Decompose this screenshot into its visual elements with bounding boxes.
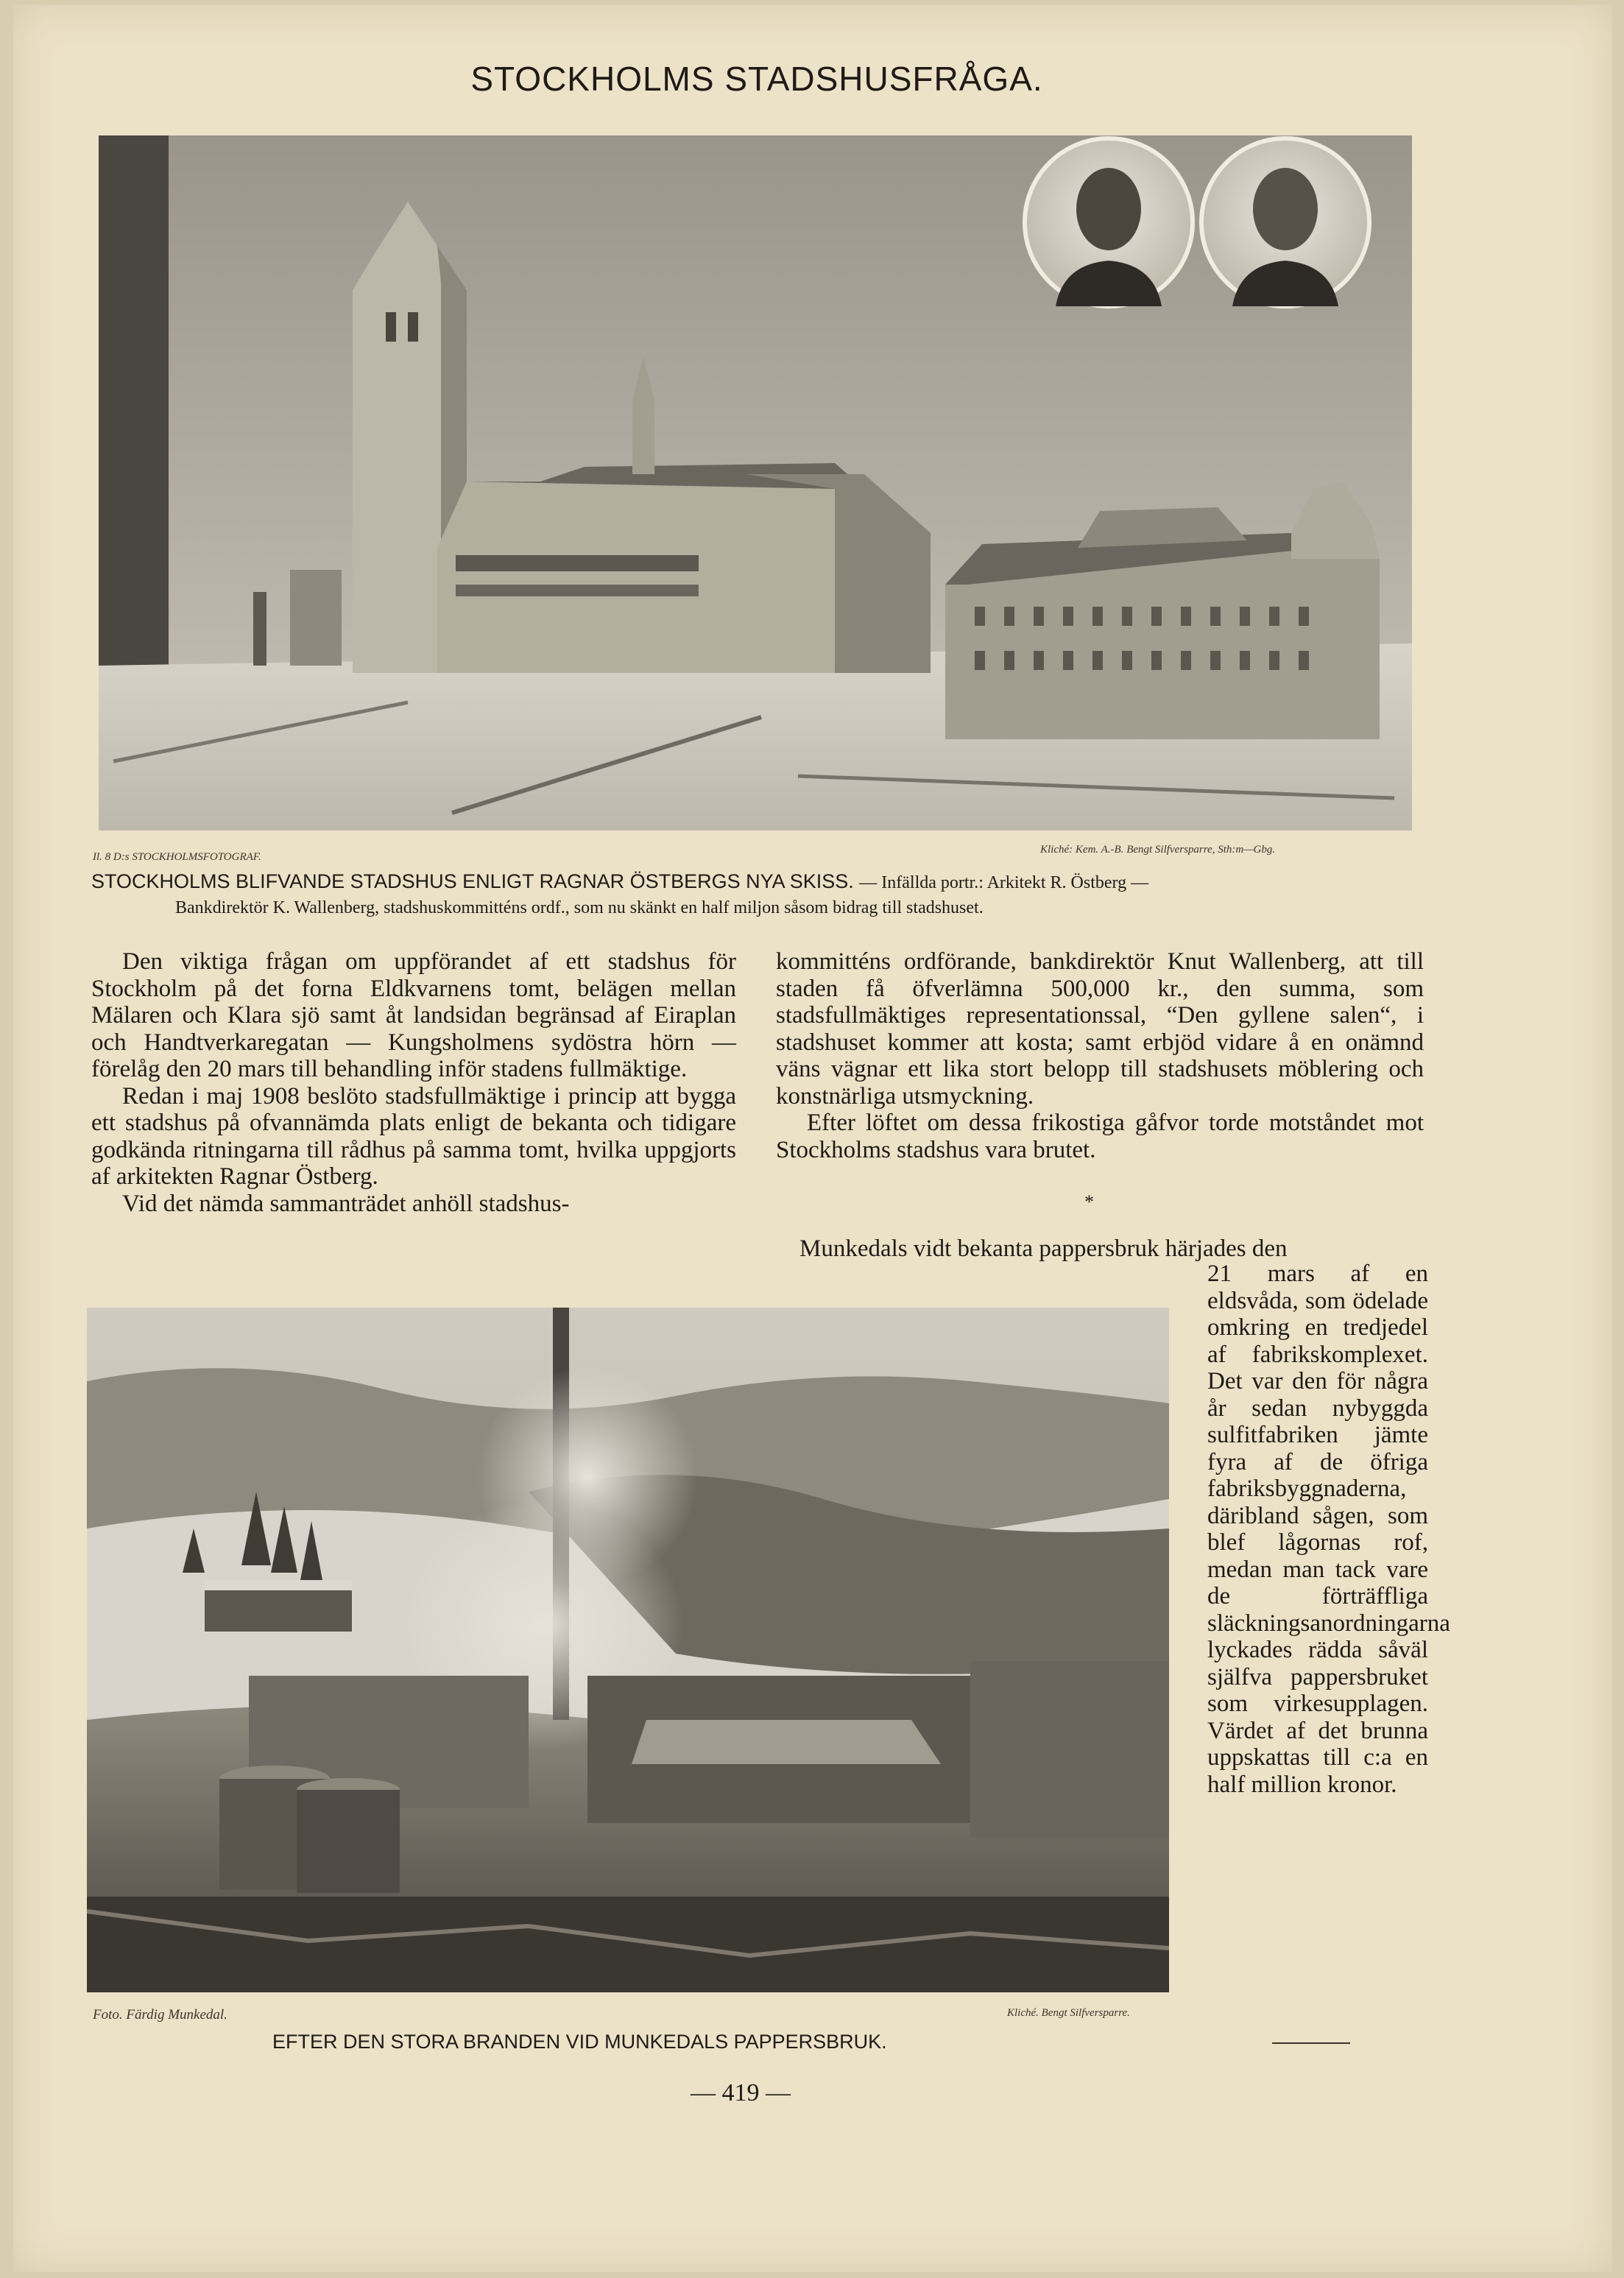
photo2-credit-right: Kliché. Bengt Silfversparre. <box>1007 2007 1130 2019</box>
munkedal-fire-photo <box>87 1308 1169 1992</box>
stadshus-model-photo <box>99 135 1412 831</box>
page-title: STOCKHOLMS STADSHUSFRÅGA. <box>470 60 1043 98</box>
photo2-caption: EFTER DEN STORA BRANDEN VID MUNKEDALS PAPPERSBRUK. <box>272 2031 887 2053</box>
photo2-credit-left: Foto. Färdig Munkedal. <box>93 2007 227 2023</box>
photo1-credit-left: Il. 8 D:s STOCKHOLMSFOTOGRAF. <box>93 851 261 863</box>
page-number: — 419 — <box>691 2079 791 2106</box>
page <box>13 4 1612 2272</box>
photo1-caption-caps: STOCKHOLMS BLIFVANDE STADSHUS ENLIGT RAGNAR ÖSTBERGS NYA SKISS. <box>91 870 854 892</box>
section-separator: * <box>1084 1191 1094 1213</box>
article-paragraph: Den viktiga frågan om uppförandet af ett stadshus för Stockholm på det forna Eldkvarnens tomt, belägen mellan Mälaren och Klara sjö samt åt landsidan begränsad af Eiraplan och Handtverkaregatan — Kungsholmens sydöstra hörn — förelåg den 20 mars till behandling inför stadens fullmäktige. <box>91 948 736 1082</box>
photo1-caption-line2: Bankdirektör K. Wallenberg, stadshuskommitténs ordf., som nu skänkt en half miljon såsom bidrag till stadshuset. <box>175 898 984 917</box>
munkedal-narrow-column: 21 mars af en eldsvåda, som ödelade omkring en tredjedel af fabrikskomplexet. Det var den för några år sedan nybyggda sulfitfabriken jämte fyra af de öfriga fabriksbyggnaderna, däribland sågen, som blef lågornas rof, medan man tack vare de förträffliga släckningsanordningarna lyckades rädda såväl själfva pappersbruket som virkesupplagen. Värdet af det brunna uppskattas till c:a en half million kronor. <box>1207 1260 1450 1798</box>
munkedal-intro <box>799 1235 1425 1263</box>
article-paragraph: Redan i maj 1908 beslöto stadsfullmäktige i princip att bygga ett stadshus på ofvannämda plats enligt de bekanta och tidigare godkända ritningarna till rådhus på samma tomt, hvilka uppgjorts af arkitekten Ragnar Östberg. <box>91 1082 736 1190</box>
photo1-caption-rest: — Infällda portr.: Arkitekt R. Östberg — <box>859 873 1149 892</box>
article-paragraph: Munkedals vidt bekanta pappersbruk härjades den <box>799 1235 1288 1262</box>
article-paragraph: Efter löftet om dessa frikostiga gåfvor torde motståndet mot Stockholms stadshus vara brutet. <box>776 1110 1424 1163</box>
article-right-column <box>776 948 1424 1163</box>
article-paragraph: kommitténs ordförande, bankdirektör Knut Wallenberg, att till staden få öfverlämna 500,000 kr., den summa, som stadsfullmäktiges representationssal, “Den gyllene salen“, i stadshuset kommer att kosta; samt erbjöd vidare å en onämnd väns vägnar ett lika stort belopp till stadshusets möblering och konstnärliga utsmyckning. <box>776 948 1424 1110</box>
photo1-caption-line1 <box>91 870 1148 893</box>
article-left-column <box>91 948 736 1217</box>
article-paragraph: Vid det nämda sammanträdet anhöll stadshus- <box>122 1190 570 1217</box>
caption-rule <box>1272 2042 1350 2044</box>
photo1-credit-right: Kliché: Kem. A.-B. Bengt Silfversparre, Sth:m—Gbg. <box>1040 844 1276 856</box>
